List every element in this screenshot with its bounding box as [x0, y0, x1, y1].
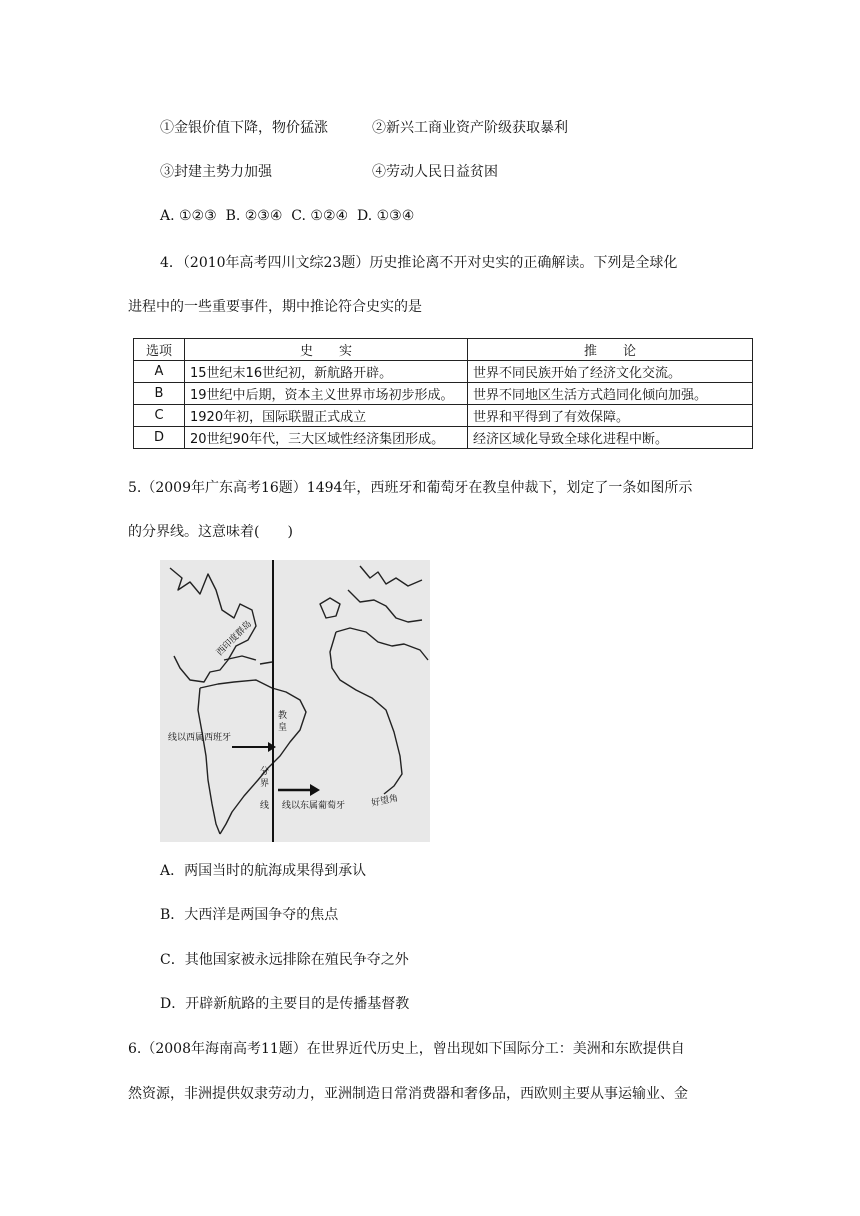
table-header-fact: 史 实 [185, 339, 468, 361]
table-header-row [134, 339, 753, 361]
q3-choice-4: ④劳动人民日益贫困 [372, 164, 498, 180]
map-label-divide-4: 界 [260, 779, 270, 789]
table-cell-fact: 15世纪末16世纪初，新航路开辟。 [185, 361, 468, 383]
q4-stem-line-2: 进程中的一些重要事件，期中推论符合史实的是 [128, 299, 422, 315]
map-label-divide-2: 皇 [278, 723, 288, 733]
table-row [134, 361, 753, 383]
q3-choice-2: ②新兴工商业资产阶级获取暴利 [372, 120, 568, 136]
table-cell-option: D [134, 427, 185, 449]
q5-stem-line-2: 的分界线。这意味着( ) [128, 524, 293, 540]
table-row [134, 405, 753, 427]
table-cell-inference: 经济区域化导致全球化进程中断。 [468, 427, 753, 449]
q6-stem-line-1: 6.（2008年海南高考11题）在世界近代历史上，曾出现如下国际分工：美洲和东欧提供自 [128, 1041, 685, 1057]
q5-option-a: A．两国当时的航海成果得到承认 [160, 863, 367, 879]
table-cell-fact: 19世纪中后期，资本主义世界市场初步形成。 [185, 383, 468, 405]
map-label-west: 线以西属西班牙 [168, 733, 232, 743]
map-label-divide-1: 教 [278, 711, 288, 721]
table-cell-option: B [134, 383, 185, 405]
table-header-inference: 推 论 [468, 339, 753, 361]
q3-choice-1: ①金银价值下降，物价猛涨 [160, 120, 328, 136]
map-label-divide-5: 线 [260, 801, 270, 811]
map-label-east: 线以东属葡萄牙 [282, 801, 346, 811]
q4-table [133, 338, 753, 449]
q3-choice-3: ③封建主势力加强 [160, 164, 272, 180]
q5-stem-line-1: 5.（2009年广东高考16题）1494年，西班牙和葡萄牙在教皇仲裁下，划定了一条如图所示 [128, 480, 693, 496]
table-header-option: 选项 [134, 339, 185, 361]
table-row [134, 427, 753, 449]
table-cell-fact: 20世纪90年代，三大区域性经济集团形成。 [185, 427, 468, 449]
table-cell-inference: 世界不同地区生活方式趋同化倾向加强。 [468, 383, 753, 405]
table-cell-option: A [134, 361, 185, 383]
q5-option-c: C．其他国家被永远排除在殖民争夺之外 [160, 952, 409, 968]
table-cell-inference: 世界不同民族开始了经济文化交流。 [468, 361, 753, 383]
table-cell-fact: 1920年初，国际联盟正式成立 [185, 405, 468, 427]
table-cell-option: C [134, 405, 185, 427]
q5-option-b: B．大西洋是两国争夺的焦点 [160, 907, 339, 923]
q4-stem-line-1: 4．（2010年高考四川文综23题）历史推论离不开对史实的正确解读。下列是全球化 [160, 255, 678, 271]
map-figure [160, 560, 430, 842]
q5-option-d: D．开辟新航路的主要目的是传播基督教 [160, 996, 410, 1012]
q6-stem-line-2: 然资源，非洲提供奴隶劳动力，亚洲制造日常消费器和奢侈品，西欧则主要从事运输业、金 [128, 1086, 688, 1102]
demarcation-line-map [160, 560, 430, 842]
table-cell-inference: 世界和平得到了有效保障。 [468, 405, 753, 427]
table-row [134, 383, 753, 405]
map-label-cape: 好望角 [370, 793, 400, 809]
q3-options: A. ①②③ B. ②③④ C. ①②④ D. ①③④ [160, 208, 415, 224]
map-label-west-indies: 西印度群岛 [215, 619, 254, 659]
map-label-divide-3: 分 [260, 767, 270, 777]
